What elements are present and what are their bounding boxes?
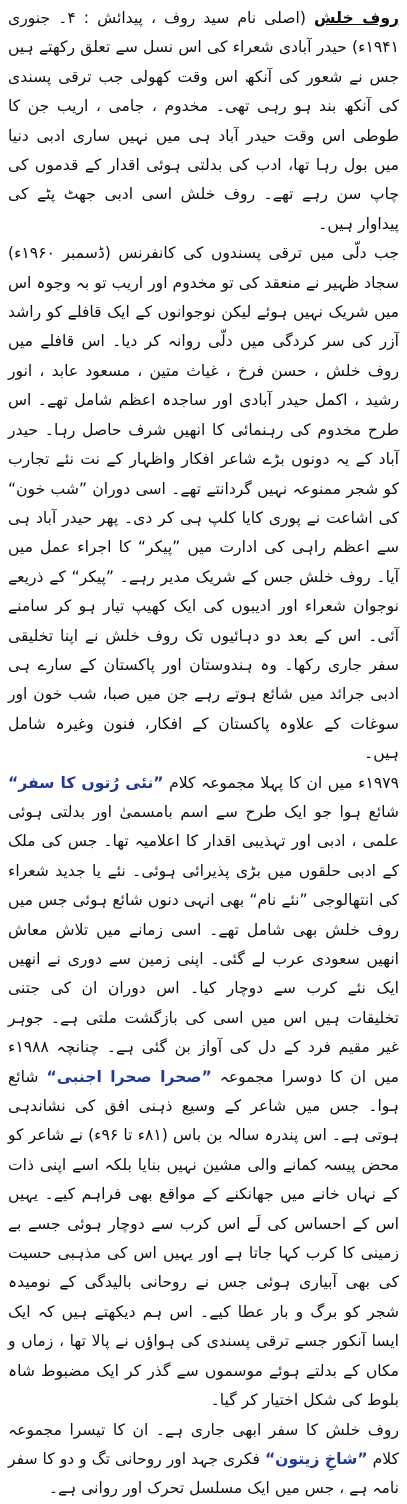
- second-collection-text: شائع ہوا۔ جس میں شاعر کے وسیع ذہنی افق کی نشاندہی ہوتی ہے۔ اس پندرہ سالہ بن باس (۸۱ء تا ۹۶ء) نے شاعر کو محض پیسہ کمانے والی مشین نہیں بنایا بلکہ اسے اپنی ذات کے نہاں خانے میں جھانکنے کے مواقع بھی فراہم کیے۔ یہیں اس کے احساس کی لَے اس کرب سے دوچار ہوئی جسے بے زمینی کا کرب کہا جاتا ہے اور یہیں اس کی مذہبی حسیت کی بھی آبیاری ہوئی جس نے روحانی بالیدگی کے نومیدہ شجر کو برگ و بار عطا کیے۔ اس ہم دیکھتے ہیں کہ ایک ایسا آنکور جسے ترقی پسندی کی ہواؤں نے پالا تھا ، زماں و مکاں کے بدلتے ہوئے موسموں سے گذر کر ایک مضبوط شاہ بلوط کی شکل اختیار کر گیا۔: [8, 1067, 400, 1410]
- delhi-conference-paragraph: جب دلّی میں ترقی پسندوں کی کانفرنس (ڈسمبر ۱۹۶۰ء) سجاد ظہیر نے منعقد کی تو مخدوم اور اریب تو بہ وجوہ اس میں شریک نہیں ہوئے لیکن نوجوانوں کے ایک قافلے کو راشد آزر کی سر کردگی میں دلّی روانہ کر دیا۔ اس قافلے میں روف خلش ، حسن فرخ ، غیاث متین ، مسعود عابد ، انور رشید ، اکمل حیدر آبادی اور ساجدہ اعظم شامل تھے۔ اس طرح مخدوم کی رہنمائی کا انھیں شرف حاصل رہا۔ حیدر آباد کے یہ دونوں بڑے شاعر افکار واظہار کے نت نئے تجارب کو شجر ممنوعہ نہیں گردانتے تھے۔ اسی دوران ”شب خون“ کی اشاعت نے پوری کایا کلپ ہی کر دی۔ پھر حیدر آباد ہی سے اعظم راہی کی ادارت میں ”پیکر“ کا اجراء عمل میں آیا۔ روف خلش جس کے شریک مدیر رہے۔ ”پیکر“ کے ذریعے نوجوان شعراء اور ادیبوں کی ایک کھیپ تیار ہو کر سامنے آئی۔ اس کے بعد دو دہائیوں تک روف خلش نے اپنا تخلیقی سفر جاری رکھا۔ وہ ہندوستان اور پاکستان کے سارے ہی ادبی جرائد میں شائع ہوتے رہے جن میں صبا، شب خون اور سوغات کے علاوہ پاکستان کے افکار، فنون وغیرہ شامل ہیں۔: [8, 244, 399, 763]
- intro-paragraph: [8, 4, 399, 239]
- first-collection-intro: ۱۹۷۹ء میں ان کا پہلا مجموعہ کلام: [169, 773, 399, 792]
- poet-real-name: (اصلی نام سید روف ، پیدائش : ۴۔ جنوری ۱۹۴۱ء): [8, 9, 399, 57]
- second-collection-title: ”صحرا صحرا اجنبی“: [46, 1067, 212, 1086]
- first-collection-text: شائع ہوا جو ایک طرح سے اسم بامسمیٰ اور بدلتی ہوئی علمی ، ادبی اور تہذیبی اقدار کا اعلامیہ تھا۔ جس کی ملک کے ادبی حلقوں میں بڑی پذیرائی ہوئی۔ نئے یا جدید شعراء کی انتھالوجی ”نئے نام“ بھی انہی دنوں شائع ہوئی جس میں روف خلش بھی شامل تھے۔ اسی زمانے میں تلاش معاش انھیں سعودی عرب لے گئی۔ اپنی زمین سے دوری نے انھیں ایک نئے کرب سے دوچار کیا۔ اس دوران ان کی جتنی تخلیقات ہیں اس میں اسی کی بازگشت ملتی ہے۔ جوہر غیر مقیم فرد کے دل کی آواز بن گئی ہے۔ چنانچہ ۱۹۸۸ء میں ان کا دوسرا مجموعہ: [8, 802, 399, 1086]
- closing-paragraph: [8, 1416, 399, 1504]
- closing-after-text: فکری جہد اور روحانی تگ و دو کا سفر نامہ ہے ، جس میں ایک مسلسل تحرک اور روانی ہے۔: [8, 1449, 399, 1498]
- collections-paragraph: [8, 769, 399, 1416]
- poet-name: روف خلش: [314, 9, 399, 27]
- first-collection-title: ”نئی رُتوں کا سفر“: [8, 773, 164, 792]
- intro-text: حیدر آبادی شعراء کی اس نسل سے تعلق رکھتے ہیں جس نے شعور کی آنکھ اس وقت کھولی جب ترقی پسندی کی آنکھ بند ہو رہی تھی۔ مخدوم ، جامی ، اریب جن کا طوطی اس وقت حیدر آباد ہی میں نہیں ساری ادبی دنیا میں بول رہا تھا، ادب کی بدلتی ہوئی اقدار کے قدموں کی چاپ سن رہے تھے۔ روف خلش اسی ادبی جھٹ پٹے کی پیداوار ہیں۔: [8, 38, 399, 233]
- closing-text: روف خلش کا سفر ابھی جاری ہے۔ ان کا تیسرا مجموعہ کلام: [8, 1420, 399, 1468]
- third-collection-title: ”شاخِ زیتون“: [264, 1449, 368, 1468]
